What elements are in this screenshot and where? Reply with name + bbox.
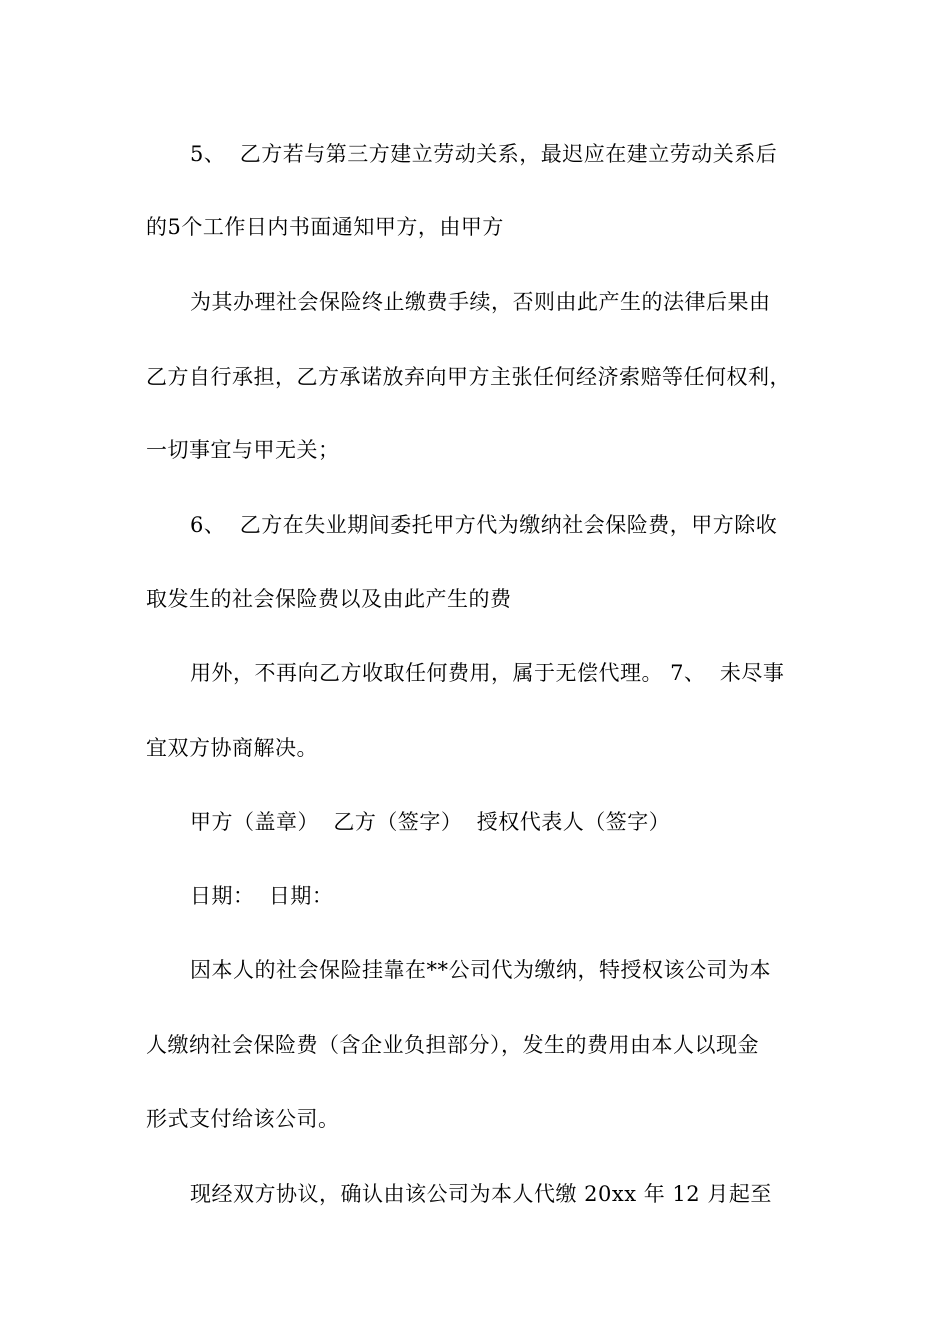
paragraph-line: 形式支付给该公司。 — [146, 1107, 340, 1131]
paragraph-line: 用外，不再向乙方收取任何费用，属于无偿代理。 7、 未尽事 — [190, 661, 785, 685]
paragraph-line: 因本人的社会保险挂靠在**公司代为缴纳，特授权该公司为本 — [190, 958, 771, 982]
paragraph-line: 人缴纳社会保险费（含企业负担部分），发生的费用由本人以现金 — [146, 1033, 759, 1057]
date-line: 日期： 日期： — [190, 884, 334, 908]
paragraph-line: 一切事宜与甲无关； — [146, 438, 340, 462]
paragraph-line: 6、 乙方在失业期间委托甲方代为缴纳社会保险费，甲方除收 — [190, 513, 778, 537]
paragraph-line: 宜双方协商解决。 — [146, 736, 318, 760]
paragraph-line: 为其办理社会保险终止缴费手续，否则由此产生的法律后果由 — [190, 290, 771, 314]
paragraph-line: 的5个工作日内书面通知甲方，由甲方 — [146, 215, 504, 239]
paragraph-line: 5、 乙方若与第三方建立劳动关系，最迟应在建立劳动关系后 — [190, 142, 778, 166]
paragraph-line: 乙方自行承担，乙方承诺放弃向甲方主张任何经济索赔等任何权利， — [146, 365, 791, 389]
signature-line: 甲方（盖章） 乙方（签字） 授权代表人（签字） — [190, 810, 671, 834]
paragraph-line: 现经双方协议，确认由该公司为本人代缴 20xx 年 12 月起至 — [190, 1182, 772, 1206]
paragraph-line: 取发生的社会保险费以及由此产生的费 — [146, 587, 512, 611]
